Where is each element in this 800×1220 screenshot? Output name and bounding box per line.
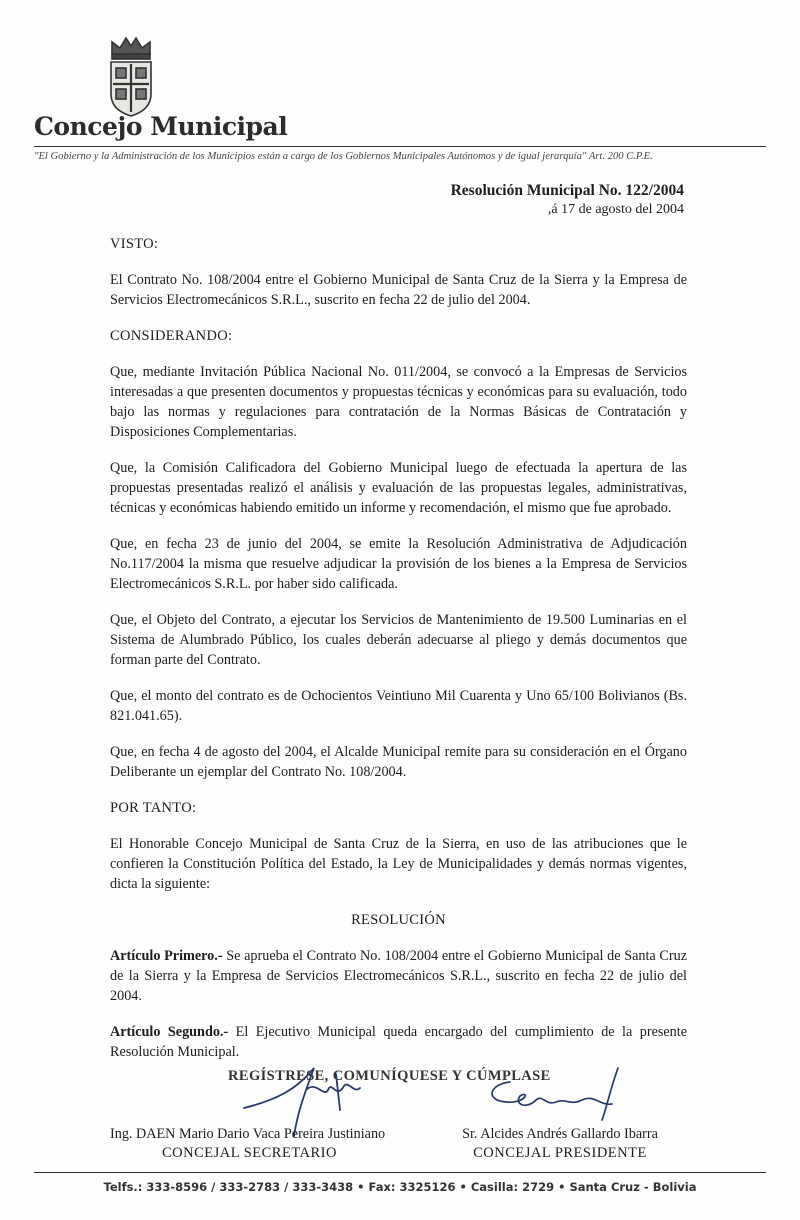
municipal-crest-icon — [106, 32, 156, 118]
article-first-label: Artículo Primero.- — [110, 948, 223, 964]
resolucion-heading: RESOLUCIÓN — [351, 912, 446, 928]
document-body — [110, 234, 687, 1078]
article-second-label: Artículo Segundo.- — [110, 1024, 229, 1040]
constitutional-quote: "El Gobierno y la Administración de los Municipios están a cargo de los Gobiernos Municipales Autónomos y de igual jerarquía" Art. 200 C.P.E. — [34, 151, 653, 162]
por-tanto-heading: POR TANTO: — [110, 800, 197, 816]
president-signature-block — [440, 1126, 680, 1162]
president-title: CONCEJAL PRESIDENTE — [473, 1145, 647, 1161]
article-second-text: El Ejecutivo Municipal queda encargado del cumplimiento de la presente Resolución Municipal. — [110, 1024, 688, 1060]
considerando-paragraph: Que, el monto del contrato es de Ochocientos Veintiuno Mil Cuarenta y Uno 65/100 Bolivianos (Bs. 821.041.65). — [110, 688, 687, 724]
considerando-paragraph: Que, el Objeto del Contrato, a ejecutar los Servicios de Mantenimiento de 19.500 Luminarias en el Sistema de Alumbrado Público, los cuales deberán adecuarse al pliego y demás documentos que forman parte del Contrato. — [110, 612, 687, 668]
footer-divider — [34, 1172, 766, 1173]
president-signature-icon — [470, 1060, 640, 1130]
secretary-name: Ing. DAEN Mario Dario Vaca Pereira Justiniano — [110, 1126, 386, 1142]
secretary-signature-block — [110, 1126, 430, 1162]
council-name: Concejo Municipal — [34, 112, 288, 141]
visto-paragraph: El Contrato No. 108/2004 entre el Gobierno Municipal de Santa Cruz de la Sierra y la Empresa de Servicios Electromecánicos S.R.L., suscrito en fecha 22 de julio del 2004. — [110, 272, 687, 308]
visto-heading: VISTO: — [110, 236, 159, 252]
resolution-date: ,á 17 de agosto del 2004 — [547, 202, 684, 217]
por-tanto-paragraph: El Honorable Concejo Municipal de Santa Cruz de la Sierra, en uso de las atribuciones que le confieren la Constitución Política del Estado, la Ley de Municipalidades y demás normas vigentes, dicta la siguiente: — [110, 836, 687, 892]
header-divider — [34, 146, 766, 147]
footer-contact: Telfs.: 333-8596 / 333-2783 / 333-3438 • Fax: 3325126 • Casilla: 2729 • Santa Cruz - Bolivia — [103, 1180, 697, 1194]
considerando-paragraph: Que, en fecha 4 de agosto del 2004, el Alcalde Municipal remite para su consideración en el Órgano Deliberante un ejemplar del Contrato No. 108/2004. — [110, 744, 687, 780]
considerando-heading: CONSIDERANDO: — [110, 328, 233, 344]
considerando-paragraph: Que, en fecha 23 de junio del 2004, se emite la Resolución Administrativa de Adjudicación No.117/2004 la misma que resuelve adjudicar la provisión de los bienes a la Empresa de Servicios Electromecánicos S.R.L. por haber sido calificada. — [110, 536, 687, 592]
article-first — [110, 946, 687, 1006]
considerando-paragraph: Que, la Comisión Calificadora del Gobierno Municipal luego de efectuada la apertura de las propuestas presentadas realizó el análisis y evaluación de las propuestas legales, administrativas, técnicas y económicas habiendo emitido un informe y recomendación, el mismo que fue aprobado. — [110, 460, 687, 516]
considerando-paragraph: Que, mediante Invitación Pública Nacional No. 011/2004, se convocó a la Empresas de Servicios interesadas a que presenten documentos y propuestas técnicas y económicas para su evaluación, todo bajo las normas y regulaciones para contratación de la Normas Básicas de Contratación y Disposiciones Complementarias. — [110, 364, 687, 440]
article-second — [110, 1022, 687, 1062]
secretary-title: CONCEJAL SECRETARIO — [162, 1145, 337, 1161]
president-name: Sr. Alcides Andrés Gallardo Ibarra — [462, 1126, 658, 1142]
resolution-number: Resolución Municipal No. 122/2004 — [450, 182, 684, 199]
article-first-text: Se aprueba el Contrato No. 108/2004 entre el Gobierno Municipal de Santa Cruz de la Sierra y la Empresa de Servicios Electromecánicos S.R.L., suscrito en fecha 22 de julio del 2004. — [110, 948, 687, 1004]
closing-formula: REGÍSTRESE, COMUNÍQUESE Y CÚMPLASE — [228, 1068, 551, 1084]
